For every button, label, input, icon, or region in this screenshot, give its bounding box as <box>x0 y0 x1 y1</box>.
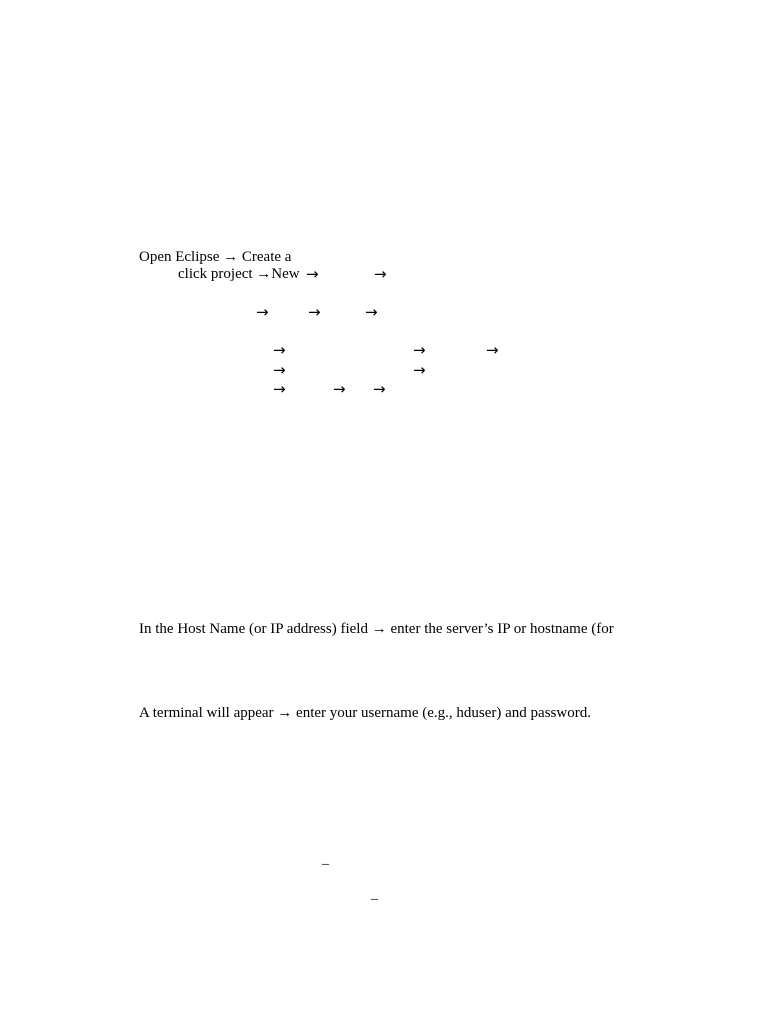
arrow-icon: → <box>306 265 319 283</box>
arrow-icon: → <box>273 361 286 379</box>
instruction-line-terminal: A terminal will appear → enter your username (e.g., hduser) and password. <box>139 705 591 721</box>
arrow-icon: → <box>273 341 286 359</box>
instruction-line-click-project: click project →New <box>178 266 300 282</box>
underscore-mark: _ <box>322 852 329 867</box>
arrow-icon: → <box>308 303 321 321</box>
arrow-icon: → <box>374 265 387 283</box>
arrow-icon: → <box>365 303 378 321</box>
arrow-icon: → <box>486 341 499 359</box>
instruction-line-open-eclipse: Open Eclipse → Create a <box>139 249 292 265</box>
arrow-icon: → <box>333 380 346 398</box>
arrow-icon: → <box>373 380 386 398</box>
arrow-icon: → <box>413 361 426 379</box>
instruction-line-host-name: In the Host Name (or IP address) field → enter the server’s IP or hostname (for <box>139 621 614 637</box>
arrow-icon: → <box>273 380 286 398</box>
arrow-icon: → <box>413 341 426 359</box>
arrow-icon: → <box>256 303 269 321</box>
underscore-mark: _ <box>371 887 378 902</box>
